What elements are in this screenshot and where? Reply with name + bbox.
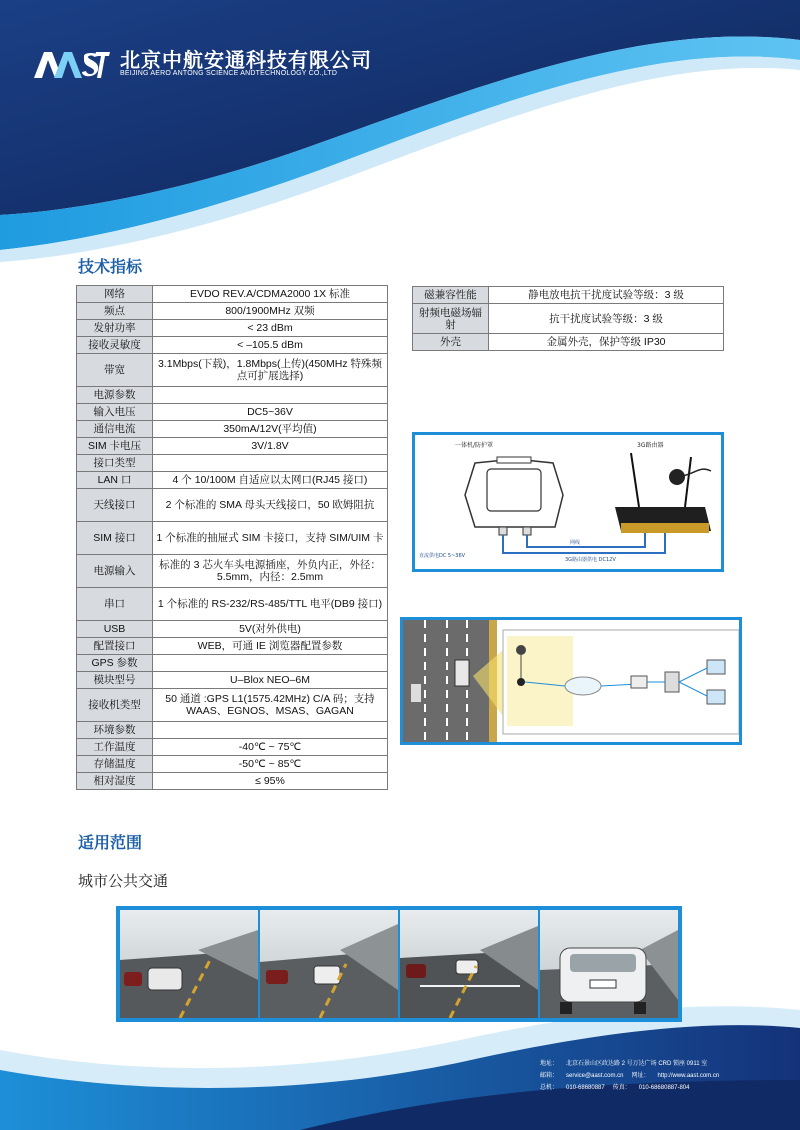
cable-label-power-right: 3G路由器供电 DC12V xyxy=(565,557,616,563)
spec-value: 3V/1.8V xyxy=(153,438,388,455)
traffic-photo-3 xyxy=(400,910,538,1018)
traffic-photo-strip xyxy=(116,906,682,1022)
spec-value: 800/1900MHz 双频 xyxy=(153,303,388,320)
spec-value: < –105.5 dBm xyxy=(153,337,388,354)
spec-value: 50 通道 :GPS L1(1575.42MHz) C/A 码；支持 WAAS、EGNOS、MSAS、GAGAN xyxy=(153,689,388,722)
spec-label: SIM 卡电压 xyxy=(77,438,153,455)
spec-label: 带宽 xyxy=(77,354,153,387)
table-row xyxy=(77,555,388,588)
table-row xyxy=(77,672,388,689)
car-icon xyxy=(411,684,421,702)
table-row xyxy=(77,522,388,555)
spec-value: EVDO REV.A/CDMA2000 1X 标准 xyxy=(153,286,388,303)
spec-value: 标准的 3 芯火车头电源插座，外负内正，外径：5.5mm，内径：2.5mm xyxy=(153,555,388,588)
spec-label: 网络 xyxy=(77,286,153,303)
table-row xyxy=(77,689,388,722)
spec-label: 外壳 xyxy=(413,334,489,351)
traffic-photo-2 xyxy=(260,910,398,1018)
spec-value xyxy=(153,387,388,404)
table-row xyxy=(77,472,388,489)
device-left-label: 一体机/防护罩 xyxy=(455,442,494,449)
footer-fax-label: 传真： xyxy=(612,1085,631,1091)
spec-value xyxy=(153,455,388,472)
footer-email-link[interactable]: service@aast.com.cn xyxy=(566,1073,624,1079)
footer-email-label: 邮箱： xyxy=(540,1073,559,1079)
spec-value: 4 个 10/100M 自适应以太网口(RJ45 接口) xyxy=(153,472,388,489)
footer-phone: 010-68680887 xyxy=(566,1085,605,1091)
spec-label: LAN 口 xyxy=(77,472,153,489)
table-row xyxy=(77,387,388,404)
table-row xyxy=(77,722,388,739)
system-diagram-svg xyxy=(403,620,739,742)
spec-value: 静电放电抗干扰度试验等级：3 级 xyxy=(489,287,724,304)
spec-value: -40℃ ~ 75℃ xyxy=(153,739,388,756)
spec-table-side xyxy=(412,286,724,351)
spec-label: 串口 xyxy=(77,588,153,621)
table-row xyxy=(77,320,388,337)
spec-value xyxy=(153,655,388,672)
spec-label: 接收机类型 xyxy=(77,689,153,722)
table-row xyxy=(77,739,388,756)
spec-label: USB xyxy=(77,621,153,638)
table-row xyxy=(413,304,724,334)
table-row xyxy=(77,404,388,421)
connection-diagram xyxy=(412,432,724,572)
footer-phone-row xyxy=(540,1082,790,1094)
spec-label: 环境参数 xyxy=(77,722,153,739)
footer-address-row xyxy=(540,1058,790,1070)
company-name-cn: 北京中航安通科技有限公司 xyxy=(120,48,372,72)
enclosure-device-icon xyxy=(465,457,563,535)
spec-label: 电源参数 xyxy=(77,387,153,404)
table-row xyxy=(77,455,388,472)
spec-label: 频点 xyxy=(77,303,153,320)
spec-label: 通信电流 xyxy=(77,421,153,438)
scope-item: 城市公共交通 xyxy=(78,872,169,890)
table-row xyxy=(77,756,388,773)
cable-label-power-left: 直流供电DC 5~36V xyxy=(419,553,466,559)
spec-label: 磁兼容性能 xyxy=(413,287,489,304)
spec-label: SIM 接口 xyxy=(77,522,153,555)
table-row xyxy=(77,638,388,655)
traffic-photos-svg xyxy=(120,910,678,1018)
table-row xyxy=(413,287,724,304)
monitor-icon xyxy=(707,690,725,704)
spec-value xyxy=(153,722,388,739)
footer-email-row xyxy=(540,1070,790,1082)
spec-value: 2 个标准的 SMA 母头天线接口，50 欧姆阻抗 xyxy=(153,489,388,522)
spec-value: ≤ 95% xyxy=(153,773,388,790)
table-row xyxy=(77,655,388,672)
footer-fax: 010-68680887-804 xyxy=(638,1085,690,1091)
spec-value: 3.1Mbps(下载)，1.8Mbps(上传)(450MHz 特殊频点可扩展选择) xyxy=(153,354,388,387)
spec-value: < 23 dBm xyxy=(153,320,388,337)
spec-label: 天线接口 xyxy=(77,489,153,522)
spec-label: 输入电压 xyxy=(77,404,153,421)
spec-label: 存储温度 xyxy=(77,756,153,773)
spec-value: DC5~36V xyxy=(153,404,388,421)
table-row xyxy=(77,773,388,790)
table-row xyxy=(77,421,388,438)
spec-value: U–Blox NEO–6M xyxy=(153,672,388,689)
spec-label: 配置接口 xyxy=(77,638,153,655)
table-row xyxy=(413,334,724,351)
footer-website-label: 网址： xyxy=(631,1073,650,1079)
spec-label: 相对湿度 xyxy=(77,773,153,790)
camera-icon xyxy=(516,645,526,655)
table-row xyxy=(77,438,388,455)
spec-label: GPS 参数 xyxy=(77,655,153,672)
spec-label: 接口类型 xyxy=(77,455,153,472)
spec-value: 5V(对外供电) xyxy=(153,621,388,638)
cable-label-network: 网线 xyxy=(570,540,581,546)
table-row xyxy=(77,303,388,320)
connection-diagram-svg xyxy=(415,435,721,569)
system-architecture-diagram xyxy=(400,617,742,745)
traffic-photo-4 xyxy=(540,910,678,1018)
spec-label: 电源输入 xyxy=(77,555,153,588)
table-row xyxy=(77,588,388,621)
company-logo xyxy=(34,50,110,80)
spec-label: 接收灵敏度 xyxy=(77,337,153,354)
router-device-icon xyxy=(615,453,711,533)
router-small-icon xyxy=(631,676,647,688)
table-row xyxy=(77,621,388,638)
device-right-label: 3G路由器 xyxy=(637,442,664,449)
company-name-en: BEIJING AERO ANTONG SCIENCE ANDTECHNOLOGY CO.,LTD xyxy=(120,70,338,77)
monitor-icon xyxy=(707,660,725,674)
spec-value: WEB，可通 IE 浏览器配置参数 xyxy=(153,638,388,655)
specs-section-title: 技术指标 xyxy=(78,257,143,276)
table-row xyxy=(77,354,388,387)
table-row xyxy=(77,286,388,303)
footer-address-label: 地址： xyxy=(540,1061,559,1067)
footer-website-link[interactable]: http://www.aast.com.cn xyxy=(657,1073,720,1079)
spec-label: 模块型号 xyxy=(77,672,153,689)
spec-value: 1 个标准的 RS-232/RS-485/TTL 电平(DB9 接口) xyxy=(153,588,388,621)
footer-address: 北京石景山区政达路 2 号万达广场 CRD 锁座 0911 室 xyxy=(566,1061,708,1067)
cloud-network-icon xyxy=(565,677,601,695)
spec-value: 金属外壳，保护等级 IP30 xyxy=(489,334,724,351)
spec-label: 发射功率 xyxy=(77,320,153,337)
spec-label: 射频电磁场辐射 xyxy=(413,304,489,334)
footer-contact xyxy=(540,1058,790,1094)
spec-label: 工作温度 xyxy=(77,739,153,756)
spec-value: 抗干扰度试验等级：3 级 xyxy=(489,304,724,334)
spec-value: 350mA/12V(平均值) xyxy=(153,421,388,438)
table-row xyxy=(77,489,388,522)
scope-section-title: 适用范围 xyxy=(78,833,143,852)
spec-table-main xyxy=(76,285,388,790)
spec-value: 1 个标准的抽屉式 SIM 卡接口，支持 SIM/UIM 卡 xyxy=(153,522,388,555)
spec-value: -50℃ ~ 85℃ xyxy=(153,756,388,773)
table-row xyxy=(77,337,388,354)
footer-phone-label: 总机： xyxy=(540,1085,559,1091)
traffic-photo-1 xyxy=(120,910,258,1018)
bus-icon xyxy=(455,660,469,686)
server-icon xyxy=(665,672,679,692)
